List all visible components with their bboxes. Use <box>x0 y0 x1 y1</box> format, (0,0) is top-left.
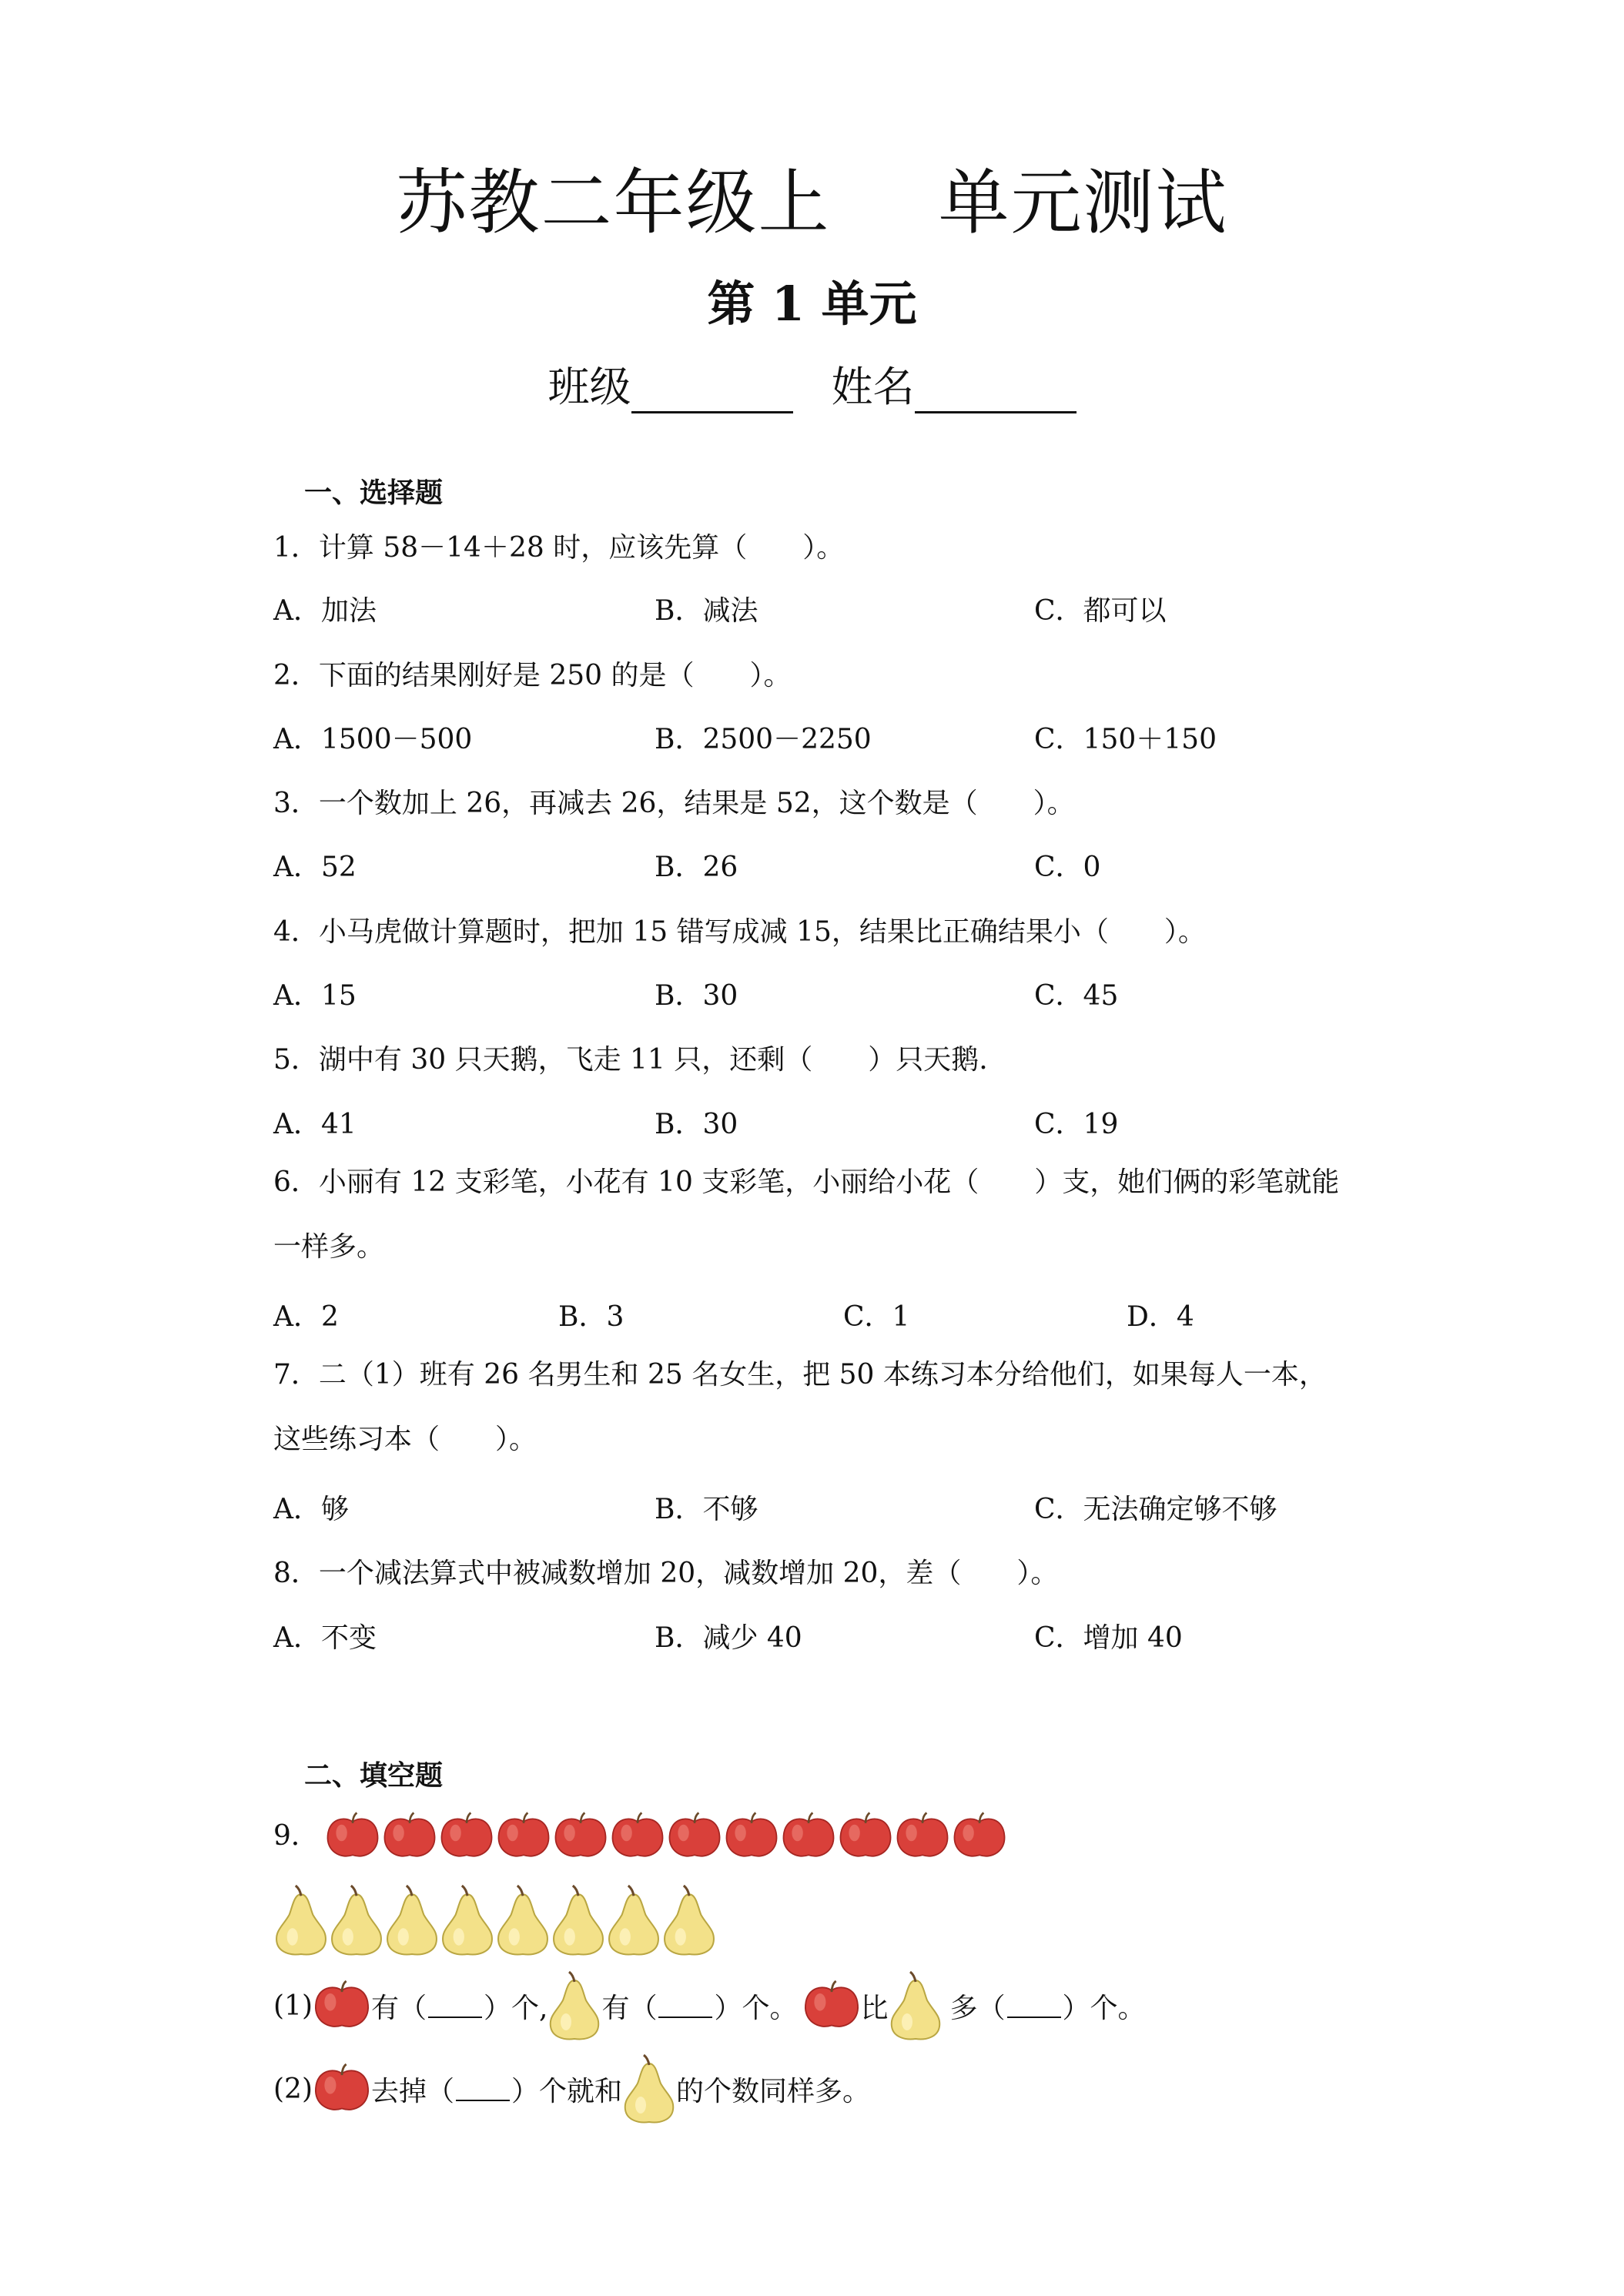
pear-icon <box>551 1885 606 1956</box>
q9-part1: (1) 有（ ）个, 有（ ）个。 比 多（ ）个。 <box>273 1971 1146 2040</box>
pear-icon <box>622 2054 676 2124</box>
apple-icon <box>724 1811 779 1862</box>
q2-option-c[interactable]: C．150＋150 <box>1034 724 1217 755</box>
blank-pear-count[interactable] <box>658 1993 712 2018</box>
pear-icon <box>329 1885 384 1956</box>
q2-option-a[interactable]: A．1500－500 <box>273 724 473 755</box>
apple-icon <box>313 1980 371 2031</box>
name-label: 姓名 <box>831 363 915 411</box>
pear-icon <box>273 1885 329 1956</box>
q1-option-a[interactable]: A．加法 <box>273 595 377 627</box>
q3-option-c[interactable]: C．0 <box>1034 852 1101 883</box>
q1-option-b[interactable]: B．减法 <box>655 595 758 627</box>
q8-option-a[interactable]: A．不变 <box>273 1622 377 1654</box>
pear-icon <box>547 1971 601 2040</box>
pear-icon <box>661 1885 717 1956</box>
question-1: 1．计算 58－14＋28 时，应该先算（ ）。 <box>273 532 845 564</box>
q8-option-b[interactable]: B．减少 40 <box>655 1622 802 1654</box>
title-right: 单元测试 <box>938 162 1228 244</box>
q6-option-d[interactable]: D．4 <box>1127 1301 1194 1333</box>
question-3: 3．一个数加上 26，再减去 26，结果是 52，这个数是（ ）。 <box>273 788 1075 819</box>
q3-option-b[interactable]: B．26 <box>655 852 738 883</box>
apple-icon <box>313 2063 371 2114</box>
apple-icon <box>895 1811 950 1862</box>
title-left: 苏教二年级上 <box>396 162 831 244</box>
pear-icon <box>889 1971 943 2040</box>
apple-icon <box>952 1811 1007 1862</box>
apple-icon <box>439 1811 494 1862</box>
pear-icon <box>606 1885 661 1956</box>
pear-icon <box>384 1885 440 1956</box>
q6-option-a[interactable]: A．2 <box>273 1301 339 1333</box>
q8-option-c[interactable]: C．增加 40 <box>1034 1622 1183 1654</box>
q7-option-a[interactable]: A．够 <box>273 1494 349 1525</box>
blank-apple-count[interactable] <box>428 1993 482 2018</box>
apple-icon <box>325 1811 380 1862</box>
apple-icon <box>667 1811 722 1862</box>
q9-label: 9． <box>273 1820 319 1852</box>
q4-option-c[interactable]: C．45 <box>1034 980 1119 1012</box>
page-title <box>0 146 1624 248</box>
q7-option-c[interactable]: C．无法确定够不够 <box>1034 1494 1277 1525</box>
question-6: 6．小丽有 12 支彩笔，小花有 10 支彩笔，小丽给小花（ ）支，她们俩的彩笔就能一样多。 <box>273 1166 1340 1263</box>
student-info <box>0 354 1624 413</box>
q6-option-b[interactable]: B．3 <box>558 1301 624 1333</box>
apple-icon <box>838 1811 893 1862</box>
name-blank[interactable] <box>915 368 1077 413</box>
section-fill-heading: 二、填空题 <box>304 1760 444 1792</box>
pear-row <box>273 1885 717 1956</box>
apple-icon <box>802 1980 861 2031</box>
class-blank[interactable] <box>631 368 793 413</box>
question-7: 7．二（1）班有 26 名男生和 25 名女生，把 50 本练习本分给他们，如果每人一本，这些练习本（ ）。 <box>273 1359 1327 1455</box>
q5-option-b[interactable]: B．30 <box>655 1109 738 1140</box>
pear-icon <box>495 1885 551 1956</box>
q5-option-c[interactable]: C．19 <box>1034 1109 1119 1140</box>
q5-option-a[interactable]: A．41 <box>273 1109 357 1140</box>
question-8: 8．一个减法算式中被减数增加 20，减数增加 20，差（ ）。 <box>273 1558 1059 1589</box>
blank-difference[interactable] <box>1007 1993 1061 2018</box>
apple-row <box>273 1811 1007 1862</box>
q4-option-b[interactable]: B．30 <box>655 980 738 1012</box>
q7-option-b[interactable]: B．不够 <box>655 1494 758 1525</box>
q1-option-c[interactable]: C．都可以 <box>1034 595 1167 627</box>
q6-option-c[interactable]: C．1 <box>843 1301 910 1333</box>
q3-option-a[interactable]: A．52 <box>273 852 357 883</box>
question-5: 5．湖中有 30 只天鹅，飞走 11 只，还剩（ ）只天鹅. <box>273 1044 988 1076</box>
section-choice-heading: 一、选择题 <box>304 477 444 509</box>
q4-option-a[interactable]: A．15 <box>273 980 357 1012</box>
apple-icon <box>610 1811 665 1862</box>
apple-icon <box>496 1811 551 1862</box>
apple-icon <box>781 1811 836 1862</box>
q2-option-b[interactable]: B．2500－2250 <box>655 724 872 755</box>
apple-icon <box>382 1811 437 1862</box>
question-4: 4．小马虎做计算题时，把加 15 错写成减 15，结果比正确结果小（ ）。 <box>273 916 1206 948</box>
blank-remove-count[interactable] <box>456 2077 510 2101</box>
apple-icon <box>553 1811 608 1862</box>
class-label: 班级 <box>547 363 631 411</box>
pear-icon <box>440 1885 495 1956</box>
unit-subtitle: 第 1 单元 <box>707 276 917 332</box>
question-2: 2．下面的结果刚好是 250 的是（ ）。 <box>273 660 792 691</box>
q9-part2: (2) 去掉（ ）个就和 的个数同样多。 <box>273 2054 870 2124</box>
